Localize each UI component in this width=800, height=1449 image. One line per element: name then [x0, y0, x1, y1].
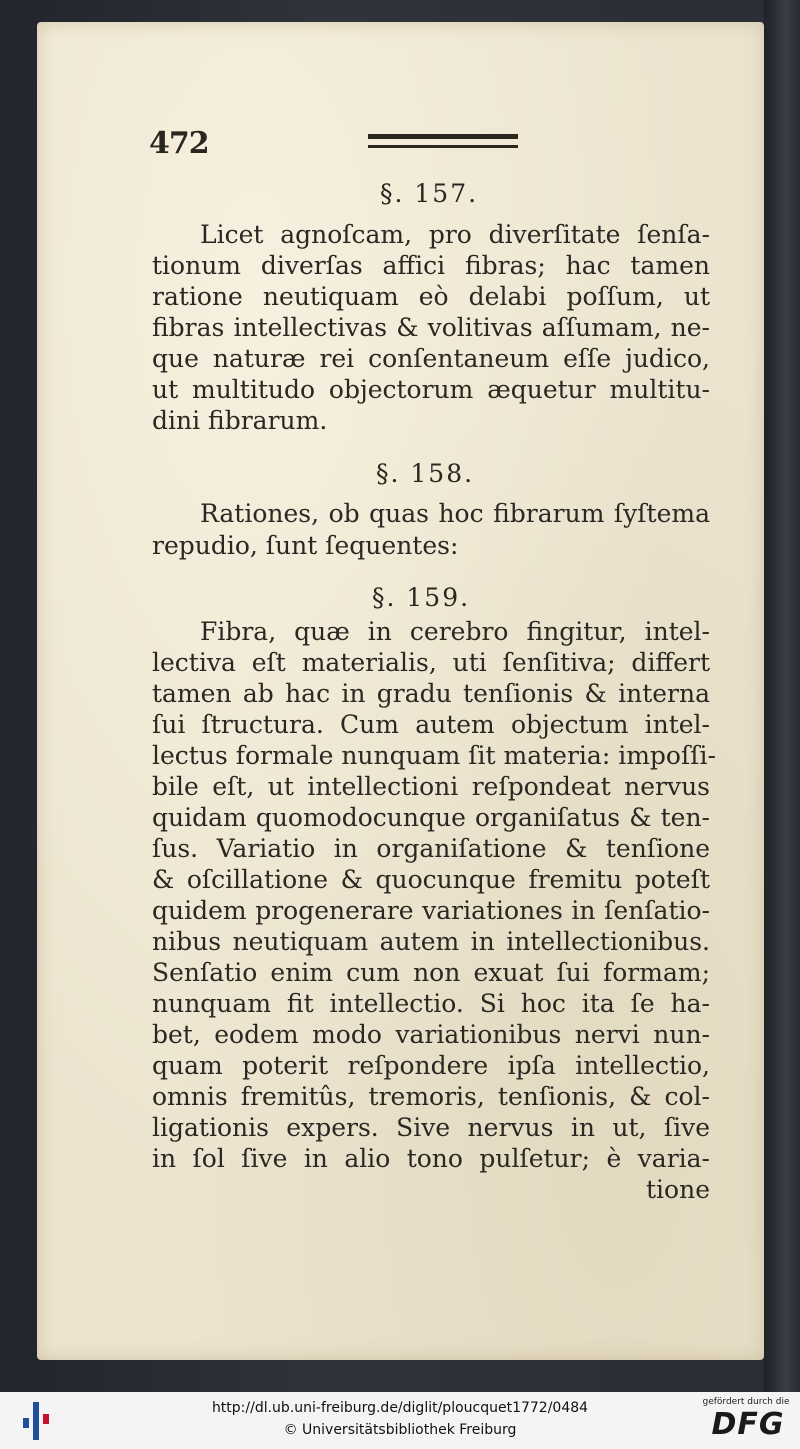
text-line: ut multitudo objectorum æquetur multitu-: [152, 375, 710, 404]
text-line: nunquam fit intellectio. Si hoc ita ſe ha-: [152, 989, 710, 1018]
text-line: tamen ab hac in gradu tenſionis & interna: [152, 679, 710, 708]
catchword: tione: [646, 1175, 710, 1204]
text-line: nibus neutiquam autem in intellectionibus.: [152, 927, 710, 956]
text-line: que naturæ rei conſentaneum eſſe judico,: [152, 344, 710, 373]
text-line: lectus formale nunquam ſit materia: impoſſi-: [152, 741, 716, 770]
footer-bar: [0, 1392, 800, 1449]
copyright-notice: © Universitätsbibliothek Freiburg: [283, 1422, 517, 1438]
text-line: quidam quomodocunque organiſatus & ten-: [152, 803, 710, 832]
section-mark-159: §. 159.: [372, 583, 471, 612]
document-url-link[interactable]: http://dl.ub.uni-freiburg.de/diglit/ploucquet1772/0484: [211, 1400, 589, 1416]
text-line: tionum diverſas affici fibras; hac tamen: [152, 251, 710, 280]
page-number: 472: [149, 126, 209, 161]
text-line: dini fibrarum.: [152, 406, 328, 435]
text-line: & oſcillatione & quocunque fremitu poteſt: [152, 865, 710, 894]
text-line: lectiva eſt materialis, uti ſenſitiva; differt: [152, 648, 710, 677]
header-rule: [368, 134, 518, 148]
text-line: quam poterit reſpondere ipſa intellectio,: [152, 1051, 710, 1080]
section-mark-157: §. 157.: [380, 179, 479, 208]
text-line: Rationes, ob quas hoc fibrarum ſyſtema: [200, 499, 710, 528]
text-line: ratione neutiquam eò delabi poſſum, ut: [152, 282, 710, 311]
dfg-logo[interactable]: DFG: [711, 1407, 785, 1442]
text-line: fibras intellectivas & volitivas aſſumam, ne-: [152, 313, 710, 342]
text-line: Licet agnoſcam, pro diverſitate ſenſa-: [200, 220, 710, 249]
text-line: omnis fremitûs, tremoris, tenſionis, & col-: [152, 1082, 710, 1111]
text-line: bet, eodem modo variationibus nervi nun-: [152, 1020, 710, 1049]
text-line: bile eſt, ut intellectioni reſpondeat nervus: [152, 772, 710, 801]
text-line: ſus. Variatio in organiſatione & tenſione: [152, 834, 710, 863]
text-line: repudio, ſunt ſequentes:: [152, 531, 459, 560]
text-line: in ſol ſive in alio tono pulſetur; è varia-: [152, 1144, 710, 1173]
text-line: ligationis expers. Sive nervus in ut, ſive: [152, 1113, 710, 1142]
text-line: Fibra, quæ in cerebro fingitur, intel-: [200, 617, 710, 646]
section-mark-158: §. 158.: [376, 459, 475, 488]
text-line: ſui ſtructura. Cum autem objectum intel-: [152, 710, 710, 739]
book-edge: [764, 0, 800, 1392]
text-line: Senſatio enim cum non exuat ſui formam;: [152, 958, 710, 987]
text-line: quidem progenerare variationes in ſenſatio-: [152, 896, 710, 925]
dfg-caption: gefördert durch die: [702, 1397, 790, 1407]
